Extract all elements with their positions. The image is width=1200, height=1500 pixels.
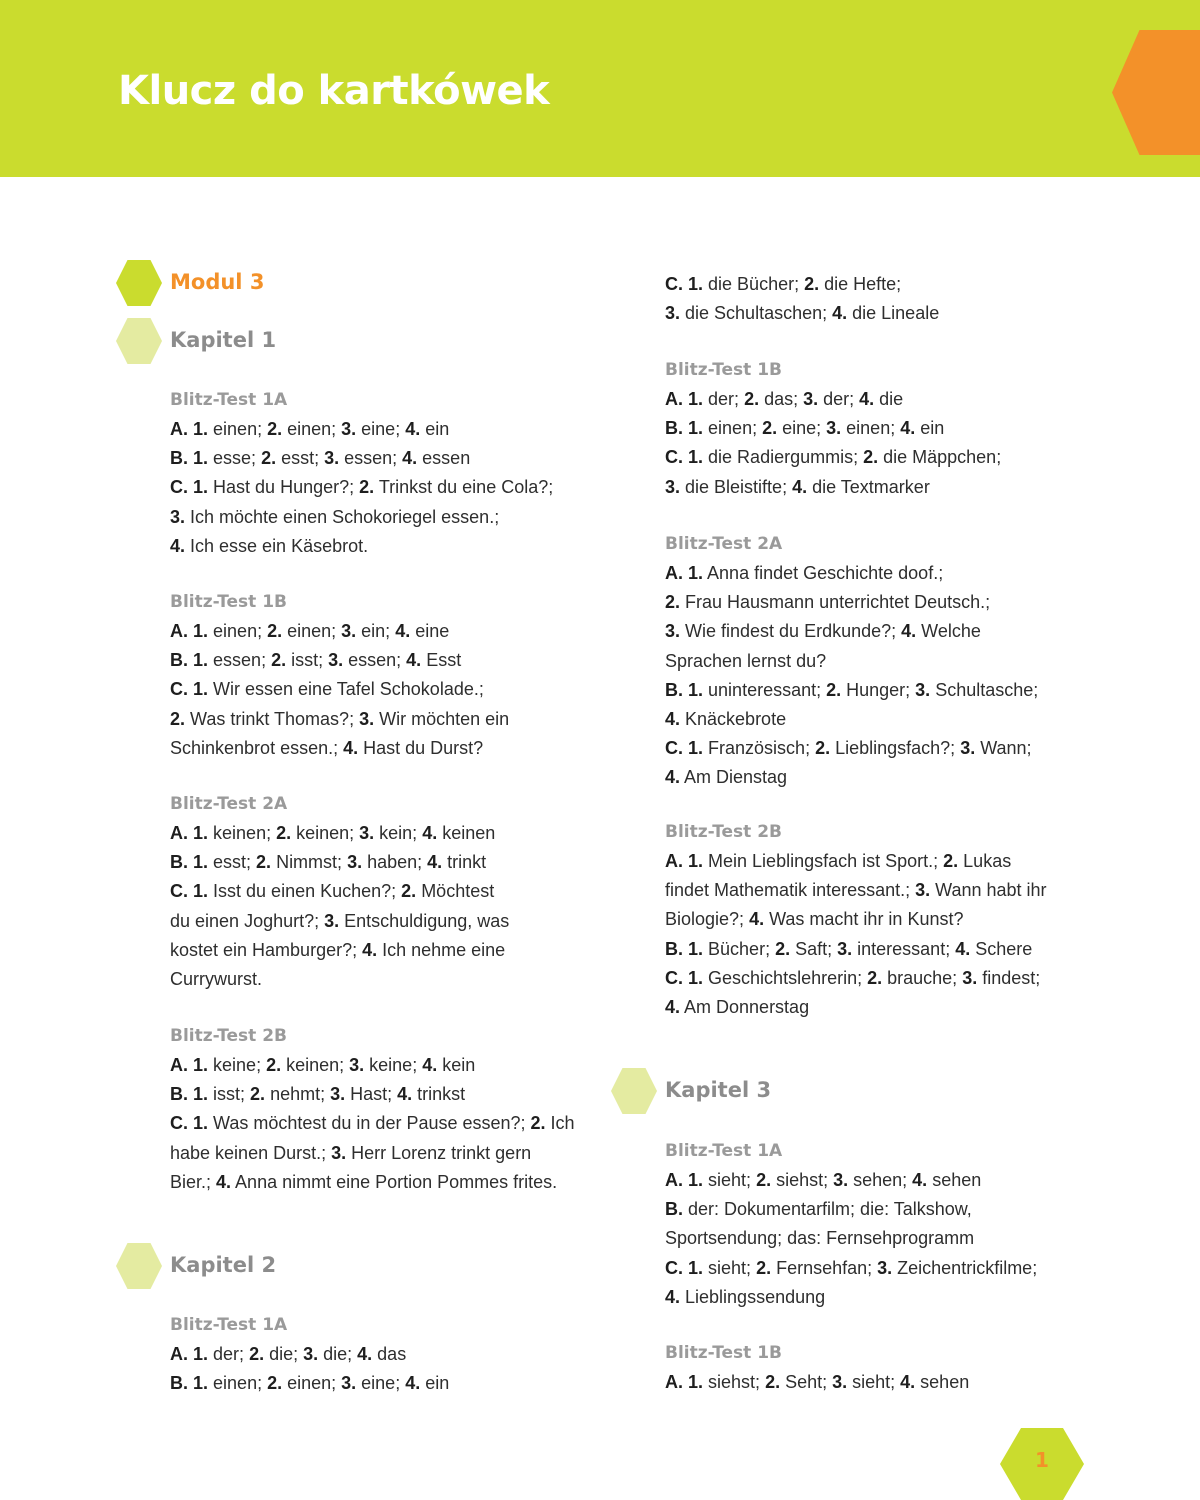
answer-line: C. 1. Geschichtslehrerin; 2. brauche; 3. findest; bbox=[665, 967, 1041, 988]
kapitel-hexagon-icon bbox=[116, 1243, 162, 1289]
blitz-test-title: Blitz-Test 1A bbox=[170, 390, 288, 410]
answer-line: A. 1. Anna findet Geschichte doof.; bbox=[665, 563, 944, 583]
answer-line: 4. Lieblingssendung bbox=[665, 1286, 826, 1307]
answer-line: A. 1. einen; 2. einen; 3. ein; 4. eine bbox=[170, 621, 450, 641]
answer-line: Schinkenbrot essen.; 4. Hast du Durst? bbox=[170, 737, 484, 758]
answer-line: habe keinen Durst.; 3. Herr Lorenz trinkt gern bbox=[170, 1142, 532, 1163]
kapitel-2-heading: Kapitel 2 bbox=[170, 1253, 277, 1277]
answer-line: 3. die Bleistifte; 4. die Textmarker bbox=[665, 476, 930, 497]
k1-test-1a bbox=[170, 386, 610, 561]
answer-line: Bier.; 4. Anna nimmt eine Portion Pommes frites. bbox=[170, 1171, 558, 1192]
answer-line: C. 1. Hast du Hunger?; 2. Trinkst du eine Cola?; bbox=[170, 477, 554, 498]
blitz-test-title: Blitz-Test 2A bbox=[170, 794, 288, 814]
blitz-test-title: Blitz-Test 2B bbox=[170, 1026, 288, 1046]
answer-line: findet Mathematik interessant.; 3. Wann habt ihr bbox=[665, 880, 1047, 901]
blitz-test-title: Blitz-Test 1A bbox=[170, 1315, 288, 1335]
k1-test-2b bbox=[170, 1022, 610, 1197]
answer-line: B. 1. uninteressant; 2. Hunger; 3. Schultasche; bbox=[665, 679, 1039, 700]
answer-line: 2. Was trinkt Thomas?; 3. Wir möchten ein bbox=[170, 708, 510, 729]
answer-line: B. der: Dokumentarfilm; die: Talkshow, bbox=[665, 1199, 972, 1220]
answer-line: 3. Ich möchte einen Schokoriegel essen.; bbox=[170, 506, 500, 527]
answer-line: du einen Joghurt?; 3. Entschuldigung, was bbox=[170, 910, 510, 931]
answer-line: A. 1. sieht; 2. siehst; 3. sehen; 4. sehen bbox=[665, 1170, 982, 1190]
answer-line: 3. Wie findest du Erdkunde?; 4. Welche bbox=[665, 621, 981, 642]
page-title: Klucz do kartkówek bbox=[118, 68, 550, 114]
answer-line: 3. die Schultaschen; 4. die Lineale bbox=[665, 303, 940, 324]
kapitel-hexagon-icon bbox=[611, 1068, 657, 1114]
kapitel-1-heading: Kapitel 1 bbox=[170, 328, 277, 352]
answer-line: Currywurst. bbox=[170, 968, 263, 989]
blitz-test-title: Blitz-Test 1B bbox=[665, 360, 783, 380]
answer-line: 4. Ich esse ein Käsebrot. bbox=[170, 535, 369, 556]
answer-line: B. 1. esse; 2. esst; 3. essen; 4. essen bbox=[170, 448, 471, 469]
answer-line: A. 1. keinen; 2. keinen; 3. kein; 4. keinen bbox=[170, 823, 496, 843]
page-number: 1 bbox=[1035, 1448, 1049, 1472]
answer-line: Sprachen lernst du? bbox=[665, 650, 827, 671]
k2-test-2a bbox=[665, 530, 1105, 793]
blitz-test-title: Blitz-Test 2A bbox=[665, 534, 783, 554]
answer-line: B. 1. essen; 2. isst; 3. essen; 4. Esst bbox=[170, 650, 462, 671]
answer-line: C. 1. Was möchtest du in der Pause essen?; 2. Ich bbox=[170, 1113, 575, 1134]
answer-line: C. 1. sieht; 2. Fernsehfan; 3. Zeichentrickfilme; bbox=[665, 1257, 1038, 1278]
blitz-test-title: Blitz-Test 1B bbox=[665, 1343, 783, 1363]
k2-test-2b bbox=[665, 818, 1105, 1022]
answer-line: A. 1. keine; 2. keinen; 3. keine; 4. kein bbox=[170, 1055, 476, 1075]
answer-line: B. 1. einen; 2. einen; 3. eine; 4. ein bbox=[170, 1373, 450, 1394]
answer-line: A. 1. siehst; 2. Seht; 3. sieht; 4. sehen bbox=[665, 1372, 970, 1392]
k2-test-1b bbox=[665, 356, 1105, 502]
k1-test-2a bbox=[170, 790, 610, 994]
kapitel-3-heading: Kapitel 3 bbox=[665, 1078, 772, 1102]
answer-line: B. 1. einen; 2. eine; 3. einen; 4. ein bbox=[665, 418, 945, 439]
answer-line: A. 1. der; 2. die; 3. die; 4. das bbox=[170, 1344, 407, 1364]
k3-test-1b bbox=[665, 1339, 1105, 1397]
k2-test-1a bbox=[170, 1311, 610, 1398]
answer-line: C. 1. Französisch; 2. Lieblingsfach?; 3. Wann; bbox=[665, 738, 1032, 759]
answer-line: 2. Frau Hausmann unterrichtet Deutsch.; bbox=[665, 592, 991, 613]
answer-line: 4. Knäckebrote bbox=[665, 708, 787, 729]
k1-test-1b bbox=[170, 588, 610, 763]
answer-line: B. 1. Bücher; 2. Saft; 3. interessant; 4. Schere bbox=[665, 938, 1033, 959]
blitz-test-title: Blitz-Test 2B bbox=[665, 822, 783, 842]
answer-line: kostet ein Hamburger?; 4. Ich nehme eine bbox=[170, 939, 506, 960]
k3-test-1a bbox=[665, 1137, 1105, 1312]
kapitel-hexagon-icon bbox=[116, 318, 162, 364]
answer-line: A. 1. Mein Lieblingsfach ist Sport.; 2. Lukas bbox=[665, 851, 1012, 871]
answer-line: B. 1. isst; 2. nehmt; 3. Hast; 4. trinkst bbox=[170, 1084, 466, 1105]
answer-line: C. 1. Wir essen eine Tafel Schokolade.; bbox=[170, 679, 484, 700]
blitz-test-title: Blitz-Test 1A bbox=[665, 1141, 783, 1161]
answer-line: Biologie?; 4. Was macht ihr in Kunst? bbox=[665, 909, 964, 930]
answer-line: B. 1. esst; 2. Nimmst; 3. haben; 4. trinkt bbox=[170, 852, 487, 873]
answer-line: Sportsendung; das: Fernsehprogramm bbox=[665, 1228, 975, 1249]
answer-line: A. 1. der; 2. das; 3. der; 4. die bbox=[665, 389, 904, 409]
answer-line: C. 1. die Bücher; 2. die Hefte; bbox=[665, 274, 902, 294]
answer-line: 4. Am Dienstag bbox=[665, 767, 788, 788]
modul-hexagon-icon bbox=[116, 260, 162, 306]
answer-line: C. 1. die Radiergummis; 2. die Mäppchen; bbox=[665, 447, 1002, 468]
modul-heading: Modul 3 bbox=[170, 270, 265, 294]
answer-line: C. 1. Isst du einen Kuchen?; 2. Möchtest bbox=[170, 881, 495, 902]
blitz-test-title: Blitz-Test 1B bbox=[170, 592, 288, 612]
k2-test-1a-continued bbox=[665, 270, 1105, 328]
answer-line: A. 1. einen; 2. einen; 3. eine; 4. ein bbox=[170, 419, 450, 439]
answer-line: 4. Am Donnerstag bbox=[665, 996, 810, 1017]
